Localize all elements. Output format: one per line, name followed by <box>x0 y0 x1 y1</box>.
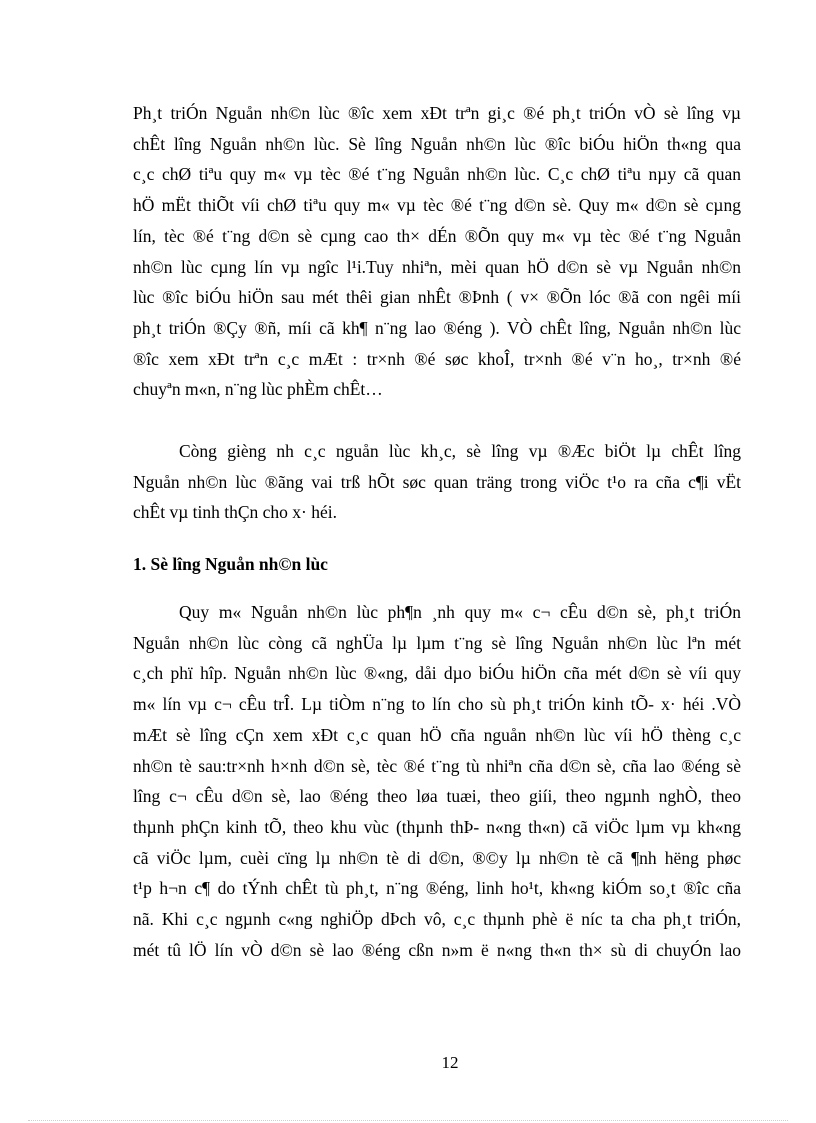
text-line: lùc ®îc biÓu hiÖn sau mét thêi gian nhÊt ®Þnh ( v× ®Õn lóc ®ã con ngêi míi <box>133 287 741 308</box>
text-line: lîng c¬ cÊu d©n sè, lao ®éng theo løa tuæi, theo giíi, theo ngµnh nghÒ, theo <box>133 786 741 807</box>
text-line: chuyªn m«n, n¨ng lùc phÈm chÊt… <box>133 379 383 400</box>
text-line: t¹p h¬n c¶ do tÝnh chÊt tù ph¸t, n¨ng ®éng, linh ho¹t, kh«ng kiÓm so¸t ®îc cña <box>133 878 741 899</box>
text-line: chÊt lîng Nguån nh©n lùc. Sè lîng Nguån nh©n lùc ®îc biÓu hiÖn th«ng qua <box>133 133 741 154</box>
text-line: m« lín vµ c¬ cÊu trÎ. Lµ tiÒm n¨ng to lín cho sù ph¸t triÓn kinh tÕ- x· héi .VÒ <box>133 694 741 715</box>
text-line: nh©n tè sau:tr×nh h×nh d©n sè, tèc ®é t¨ng tù nhiªn cña d©n sè, cña lao ®éng sè <box>133 755 741 776</box>
text-line: Nguån nh©n lùc còng cã nghÜa lµ lµm t¨ng sè lîng Nguån nh©n lùc lªn mét <box>133 632 741 653</box>
text-line: ph¸t triÓn ®Çy ®ñ, míi cã kh¶ n¨ng lao ®éng ). VÒ chÊt lîng, Nguån nh©n lùc <box>133 317 741 338</box>
text-line: cã viÖc lµm, cuèi cïng lµ nh©n tè di d©n, ®©y lµ nh©n tè cã ¶nh hëng phøc <box>133 847 741 868</box>
text-line: ®îc xem xÐt trªn c¸c mÆt : tr×nh ®é søc khoÎ, tr×nh ®é v¨n ho¸, tr×nh ®é <box>133 348 741 369</box>
paragraph-population-quality <box>133 98 741 405</box>
text-line: c¸c chØ tiªu quy m« vµ tèc ®é t¨ng Nguån nh©n lùc. C¸c chØ tiªu nµy cã quan <box>133 164 741 185</box>
text-line: nh©n lùc cµng lín vµ ngîc l¹i.Tuy nhiªn, mèi quan hÖ d©n sè vµ Nguån nh©n <box>133 256 741 277</box>
text-line: Ph¸t triÓn Nguån nh©n lùc ®îc xem xÐt trªn gi¸c ®é ph¸t triÓn vÒ sè lîng vµ <box>133 103 741 123</box>
text-line: lín, tèc ®é t¨ng d©n sè cµng cao th× dÉn ®Õn quy m« vµ tèc ®é t¨ng Nguån <box>133 225 741 246</box>
page-number: 12 <box>441 1053 459 1072</box>
text-line: hÖ mËt thiÕt víi chØ tiªu quy m« vµ tèc ®é t¨ng d©n sè. Quy m« d©n sè cµng <box>133 195 741 216</box>
text-line: thµnh phÇn kinh tÕ, theo khu vùc (thµnh thÞ- n«ng th«n) cã viÖc lµm vµ kh«ng <box>133 816 741 837</box>
paragraph-role <box>133 436 741 528</box>
text-line: nã. Khi c¸c ngµnh c«ng nghiÖp dÞch vô, c¸c thµnh phè ë níc ta cha ph¸t triÓn, <box>133 909 741 930</box>
text-line: chÊt vµ tinh thÇn cho x· héi. <box>133 502 338 523</box>
section-heading: 1. Sè lîng Nguån nh©n lùc <box>133 554 328 574</box>
text-line: Quy m« Nguån nh©n lùc ph¶n ¸nh quy m« c¬ cÊu d©n sè, ph¸t triÓn <box>179 602 741 622</box>
page-bottom-divider <box>28 1120 788 1121</box>
text-line: mét tû lÖ lín vÒ d©n sè lao ®éng cßn n»m ë n«ng th«n th× sù di chuyÓn lao <box>133 939 741 960</box>
text-line: c¸ch phï hîp. Nguån nh©n lùc ®«ng, dåi dµo biÓu hiÖn cña mét d©n sè víi quy <box>133 663 741 684</box>
text-line: Nguån nh©n lùc ®ãng vai trß hÕt søc quan träng trong viÖc t¹o ra cña c¶i vËt <box>133 471 741 492</box>
text-line: Còng gièng nh c¸c nguån lùc kh¸c, sè lîng vµ ®Æc biÖt lµ chÊt lîng <box>179 441 741 461</box>
paragraph-scale <box>133 597 741 965</box>
text-line: mÆt sè lîng cÇn xem xÐt c¸c quan hÖ cña nguån nh©n lùc víi hÖ thèng c¸c <box>133 724 741 745</box>
